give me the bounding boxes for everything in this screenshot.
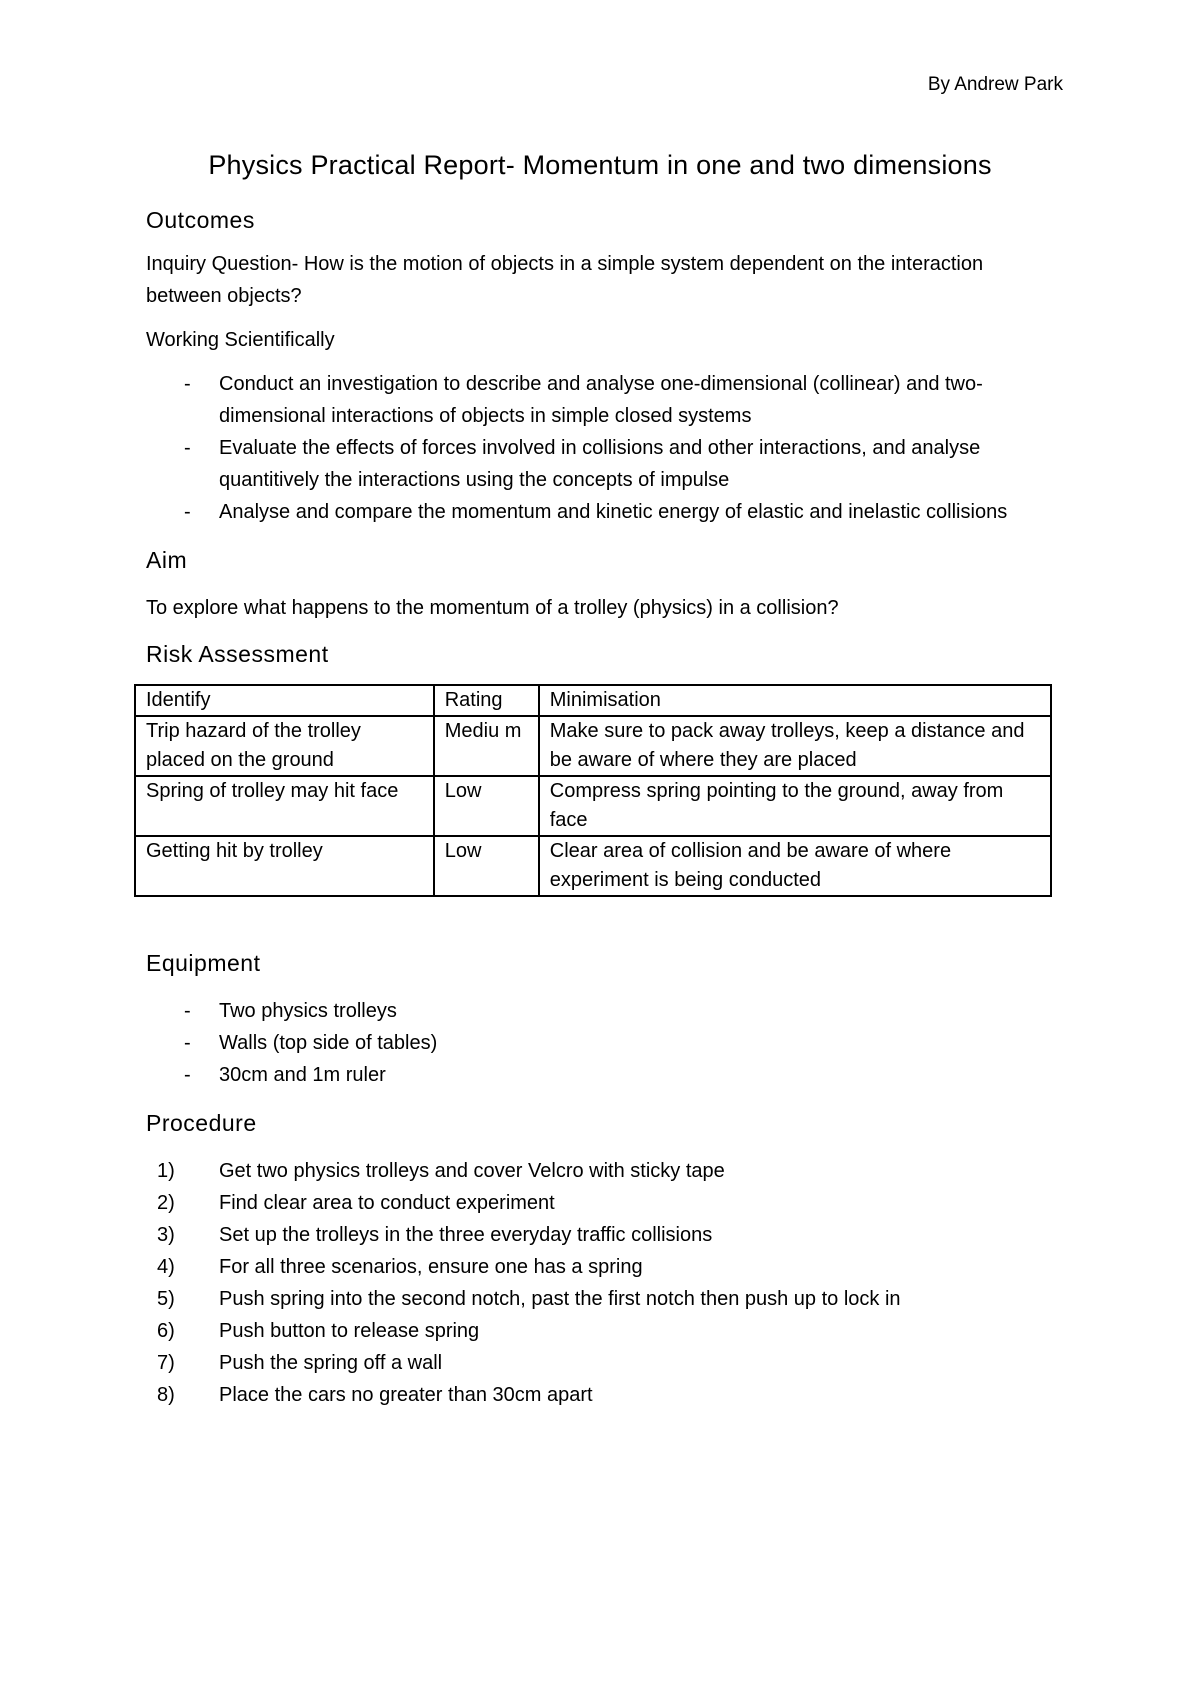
table-row	[135, 716, 1051, 776]
step-number: 1)	[157, 1160, 175, 1182]
step-number: 2)	[157, 1192, 175, 1214]
equipment-heading: Equipment	[146, 950, 261, 976]
procedure-section	[146, 1109, 1046, 1411]
list-item: - Analyse and compare the momentum and kinetic energy of elastic and inelastic collisions	[146, 496, 1046, 528]
table-cell: Getting hit by trolley	[135, 836, 434, 896]
step-text: Place the cars no greater than 30cm apart	[219, 1384, 593, 1406]
table-row	[135, 776, 1051, 836]
list-item	[146, 1187, 1046, 1219]
table-cell: Make sure to pack away trolleys, keep a distance and be aware of where they are placed	[539, 716, 1051, 776]
document-body	[146, 206, 1046, 1411]
table-header-cell: Rating	[434, 685, 539, 716]
table-cell: Low	[434, 776, 539, 836]
list-item	[146, 1315, 1046, 1347]
table-header-cell: Identify	[135, 685, 434, 716]
step-text: For all three scenarios, ensure one has a spring	[219, 1256, 643, 1278]
table-row	[135, 836, 1051, 896]
list-item: - Evaluate the effects of forces involved in collisions and other interactions, and analyse quantitively the interactions using the concepts of impulse	[146, 432, 1046, 496]
step-number: 8)	[157, 1384, 175, 1406]
list-item: - Two physics trolleys	[146, 995, 1046, 1027]
step-number: 3)	[157, 1224, 175, 1246]
list-item	[146, 1379, 1046, 1411]
equipment-section	[146, 949, 1046, 1091]
procedure-heading: Procedure	[146, 1110, 257, 1136]
step-number: 4)	[157, 1256, 175, 1278]
risk-section	[146, 640, 1046, 897]
working-scientifically-label: Working Scientifically	[146, 329, 335, 351]
table-cell: Low	[434, 836, 539, 896]
table-cell: Spring of trolley may hit face	[135, 776, 434, 836]
step-number: 5)	[157, 1288, 175, 1310]
list-item: - Conduct an investigation to describe and analyse one-dimensional (collinear) and two-dimensional interactions of objects in simple closed systems	[146, 368, 1046, 432]
step-number: 6)	[157, 1320, 175, 1342]
equipment-list	[146, 995, 1046, 1091]
list-item	[146, 1283, 1046, 1315]
step-text: Push button to release spring	[219, 1320, 480, 1342]
table-header-row	[135, 685, 1051, 716]
list-item	[146, 1347, 1046, 1379]
table-header-cell: Minimisation	[539, 685, 1051, 716]
aim-section	[146, 546, 1046, 624]
author-line: By Andrew Park	[927, 74, 1063, 95]
list-item	[146, 1155, 1046, 1187]
aim-text: To explore what happens to the momentum of a trolley (physics) in a collision?	[146, 597, 839, 619]
inquiry-question: Inquiry Question- How is the motion of objects in a simple system dependent on the interaction between objects?	[146, 253, 984, 307]
table-cell: Compress spring pointing to the ground, away from face	[539, 776, 1051, 836]
list-item	[146, 1219, 1046, 1251]
procedure-list	[146, 1155, 1046, 1411]
table-cell: Clear area of collision and be aware of where experiment is being conducted	[539, 836, 1051, 896]
list-item: - 30cm and 1m ruler	[146, 1059, 1046, 1091]
aim-heading: Aim	[146, 547, 188, 573]
step-text: Find clear area to conduct experiment	[219, 1192, 555, 1214]
risk-table	[134, 684, 1052, 897]
step-text: Set up the trolleys in the three everyday traffic collisions	[219, 1224, 713, 1246]
table-cell: Trip hazard of the trolley placed on the ground	[135, 716, 434, 776]
step-text: Push spring into the second notch, past the first notch then push up to lock in	[219, 1288, 901, 1310]
page-title: Physics Practical Report- Momentum in one and two dimensions	[208, 150, 992, 180]
step-text: Push the spring off a wall	[219, 1352, 443, 1374]
list-item: - Walls (top side of tables)	[146, 1027, 1046, 1059]
table-cell: Mediu m	[434, 716, 539, 776]
step-text: Get two physics trolleys and cover Velcro with sticky tape	[219, 1160, 725, 1182]
outcomes-section	[146, 206, 1046, 528]
outcomes-heading: Outcomes	[146, 207, 255, 233]
outcomes-list	[146, 368, 1046, 528]
list-item	[146, 1251, 1046, 1283]
risk-heading: Risk Assessment	[146, 641, 329, 667]
step-number: 7)	[157, 1352, 175, 1374]
